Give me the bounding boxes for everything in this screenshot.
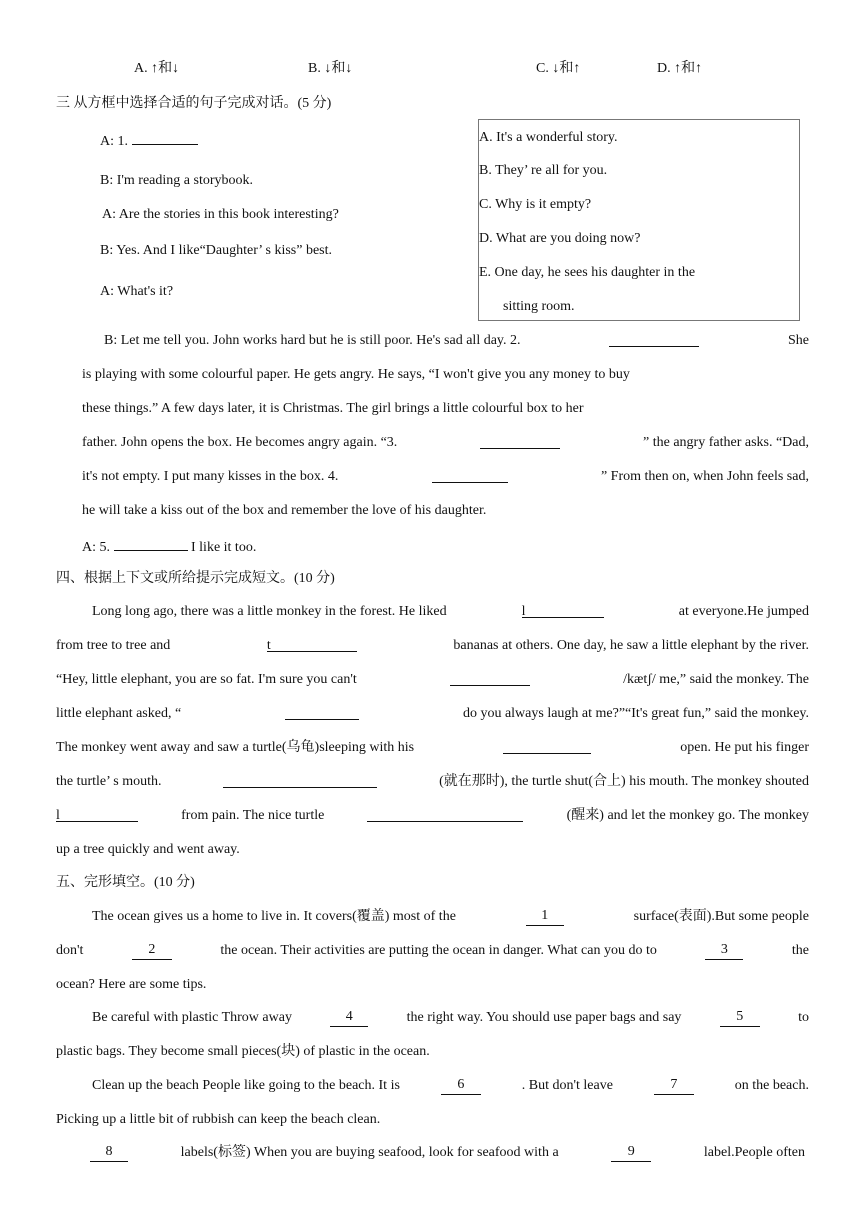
cloze-blank-4[interactable]: 4 xyxy=(330,1009,368,1027)
box-option-b: B. They’ re all for you. xyxy=(479,163,608,178)
cloze-blank-7[interactable]: 7 xyxy=(654,1077,694,1095)
answer-blank-loudly[interactable]: l xyxy=(56,807,138,822)
answer-blank-5[interactable] xyxy=(114,536,188,551)
story-line-6: he will take a kiss out of the box and remember the love of his daughter. xyxy=(82,503,487,518)
cloze-blank-9[interactable]: 9 xyxy=(611,1144,651,1162)
dialogue-line-1: A: 1. xyxy=(100,130,198,151)
box-option-d: D. What are you doing now? xyxy=(479,231,641,246)
cloze-blank-8[interactable]: 8 xyxy=(90,1144,128,1162)
dialogue-line-6: A: 5. I like it too. xyxy=(82,536,256,557)
option-a: A. ↑和↓ xyxy=(134,61,180,76)
cloze-line-6: Clean up the beach People like going to the beach. It is 6 . But don't leave 7 on the beach. xyxy=(92,1077,809,1093)
answer-blank-throw[interactable]: t xyxy=(267,637,357,652)
cloze-line-8: 8 labels(标签) When you are buying seafood, look for seafood with a 9 label.People often xyxy=(90,1144,805,1162)
options-box xyxy=(478,119,800,321)
story-line-3: these things.” A few days later, it is Christmas. The girl brings a little colourful box to her xyxy=(82,401,584,416)
story-line-1: B: Let me tell you. John works hard but he is still poor. He's sad all day. 2. She xyxy=(104,333,809,348)
story-line-4: father. John opens the box. He becomes angry again. “3. ” the angry father asks. “Dad, xyxy=(82,435,809,450)
passage-line-2: from tree to tree and t bananas at others. One day, he saw a little elephant by the river. xyxy=(56,638,809,653)
story-line-2: is playing with some colourful paper. He gets angry. He says, “I won't give you any money to buy xyxy=(82,367,630,382)
answer-blank-just-then[interactable] xyxy=(223,773,377,788)
cloze-line-7: Picking up a little bit of rubbish can keep the beach clean. xyxy=(56,1112,381,1127)
answer-blank-catch[interactable] xyxy=(450,671,530,686)
answer-blank-2[interactable] xyxy=(609,332,699,347)
option-d: D. ↑和↑ xyxy=(657,61,703,76)
box-option-a: A. It's a wonderful story. xyxy=(479,130,618,145)
passage-line-3: “Hey, little elephant, you are so fat. I'm sure you can't /kætʃ/ me,” said the monkey. The xyxy=(56,672,809,687)
answer-blank-mouth[interactable] xyxy=(503,739,591,754)
answer-blank-laugh[interactable]: l xyxy=(522,603,604,618)
answer-blank-4[interactable] xyxy=(432,468,508,483)
cloze-blank-2[interactable]: 2 xyxy=(132,942,172,960)
answer-blank-why[interactable] xyxy=(285,705,359,720)
answer-blank-1[interactable] xyxy=(132,130,198,145)
cloze-blank-6[interactable]: 6 xyxy=(441,1077,481,1095)
dialogue-line-4: B: Yes. And I like“Daughter’ s kiss” best. xyxy=(100,243,333,258)
story-line-5: it's not empty. I put many kisses in the box. 4. ” From then on, when John feels sad, xyxy=(82,469,809,484)
passage-line-6: the turtle’ s mouth. (就在那时), the turtle shut(合上) his mouth. The monkey shouted xyxy=(56,774,809,789)
cloze-line-2: don't 2 the ocean. Their activities are putting the ocean in danger. What can you do to 3 the xyxy=(56,942,809,958)
passage-line-7: l from pain. The nice turtle (醒来) and let the monkey go. The monkey xyxy=(56,808,809,823)
box-option-e: E. One day, he sees his daughter in the xyxy=(479,265,696,280)
cloze-blank-3[interactable]: 3 xyxy=(705,942,743,960)
cloze-blank-5[interactable]: 5 xyxy=(720,1009,760,1027)
option-b: B. ↓和↓ xyxy=(308,61,353,76)
dialogue-line-2: B: I'm reading a storybook. xyxy=(100,173,253,188)
dialogue-line-3: A: Are the stories in this book interesting? xyxy=(102,207,339,222)
passage-line-5: The monkey went away and saw a turtle(乌龟)sleeping with his open. He put his finger xyxy=(56,740,809,755)
box-option-c: C. Why is it empty? xyxy=(479,197,592,212)
cloze-line-3: ocean? Here are some tips. xyxy=(56,977,207,992)
cloze-line-4: Be careful with plastic Throw away 4 the right way. You should use paper bags and say 5 to xyxy=(92,1009,809,1025)
section3-heading: 三 从方框中选择合适的句子完成对话。(5 分) xyxy=(56,96,332,111)
section4-heading: 四、根据上下文或所给提示完成短文。(10 分) xyxy=(56,571,335,586)
cloze-line-1: The ocean gives us a home to live in. It covers(覆盖) most of the 1 surface(表面).But some people xyxy=(92,908,809,924)
option-c: C. ↓和↑ xyxy=(536,61,581,76)
section5-heading: 五、完形填空。(10 分) xyxy=(56,875,195,890)
dialogue-line-5: A: What's it? xyxy=(100,284,174,299)
answer-blank-3[interactable] xyxy=(480,434,560,449)
passage-line-1: Long long ago, there was a little monkey in the forest. He liked l at everyone.He jumped xyxy=(92,604,809,619)
cloze-blank-1[interactable]: 1 xyxy=(526,908,564,926)
box-option-e-cont: sitting room. xyxy=(503,299,575,314)
answer-blank-woke-up[interactable] xyxy=(367,807,523,822)
passage-line-4: little elephant asked, “ do you always laugh at me?”“It's great fun,” said the monkey. xyxy=(56,706,809,721)
passage-line-8: up a tree quickly and went away. xyxy=(56,842,240,857)
cloze-line-5: plastic bags. They become small pieces(块) of plastic in the ocean. xyxy=(56,1044,430,1059)
